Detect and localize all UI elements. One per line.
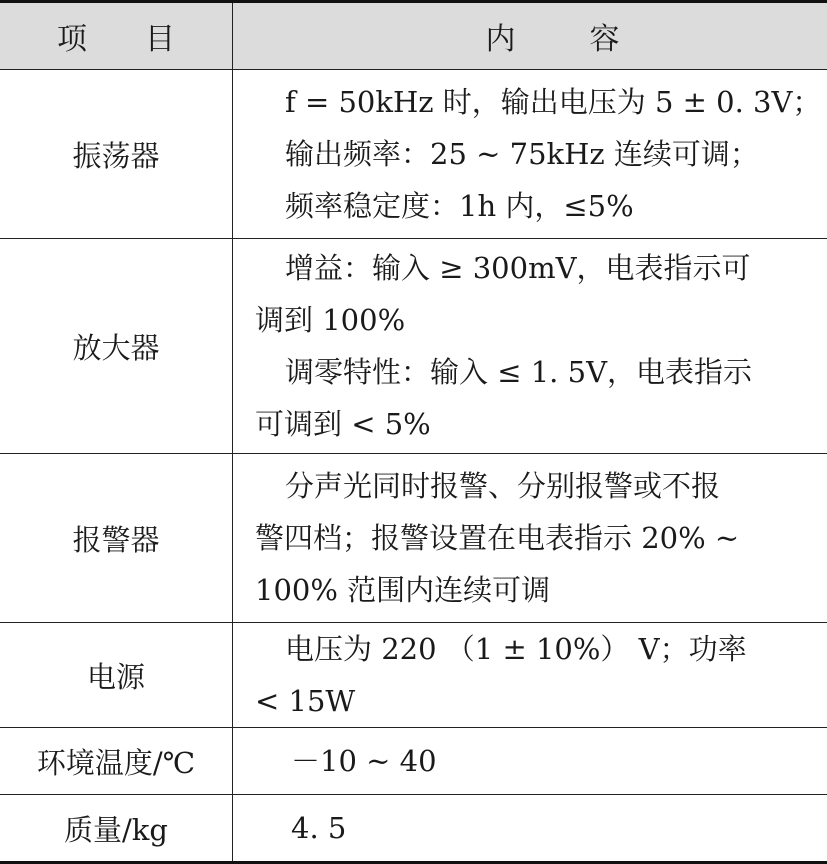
header-row xyxy=(0,2,827,70)
content-cell xyxy=(233,454,827,623)
header-item: 项目 xyxy=(0,2,233,70)
header-content: 内容 xyxy=(233,2,827,70)
content-cell xyxy=(233,795,827,863)
table-row xyxy=(0,795,827,863)
item-cell: 质量/kg xyxy=(0,795,233,863)
table-row xyxy=(0,623,827,728)
content-line: 频率稳定度：1h 内，≤5% xyxy=(255,180,827,232)
content-line: －10 ~ 40 xyxy=(255,735,827,787)
content-line: f = 50kHz 时，输出电压为 5 ± 0. 3V； xyxy=(255,76,827,128)
content-cell xyxy=(233,239,827,454)
table-row xyxy=(0,70,827,239)
table-row xyxy=(0,454,827,623)
content-line: < 15W xyxy=(255,675,827,727)
content-line: 可调到 < 5% xyxy=(255,398,827,450)
content-line: 调到 100% xyxy=(255,294,827,346)
item-cell: 电源 xyxy=(0,623,233,728)
content-cell xyxy=(233,623,827,728)
table-row xyxy=(0,239,827,454)
item-cell: 环境温度/℃ xyxy=(0,728,233,795)
content-line: 警四档；报警设置在电表指示 20% ~ xyxy=(255,512,827,564)
content-line: 100% 范围内连续可调 xyxy=(255,564,827,616)
content-cell xyxy=(233,70,827,239)
content-line: 电压为 220 （1 ± 10%） V；功率 xyxy=(255,623,827,675)
item-cell: 报警器 xyxy=(0,454,233,623)
item-cell: 振荡器 xyxy=(0,70,233,239)
table-row xyxy=(0,728,827,795)
content-line: 增益：输入 ≥ 300mV，电表指示可 xyxy=(255,242,827,294)
content-cell xyxy=(233,728,827,795)
content-line: 分声光同时报警、分别报警或不报 xyxy=(255,460,827,512)
item-cell: 放大器 xyxy=(0,239,233,454)
content-line: 调零特性：输入 ≤ 1. 5V，电表指示 xyxy=(255,346,827,398)
content-line: 4. 5 xyxy=(255,802,827,854)
content-line: 输出频率：25 ~ 75kHz 连续可调； xyxy=(255,128,827,180)
